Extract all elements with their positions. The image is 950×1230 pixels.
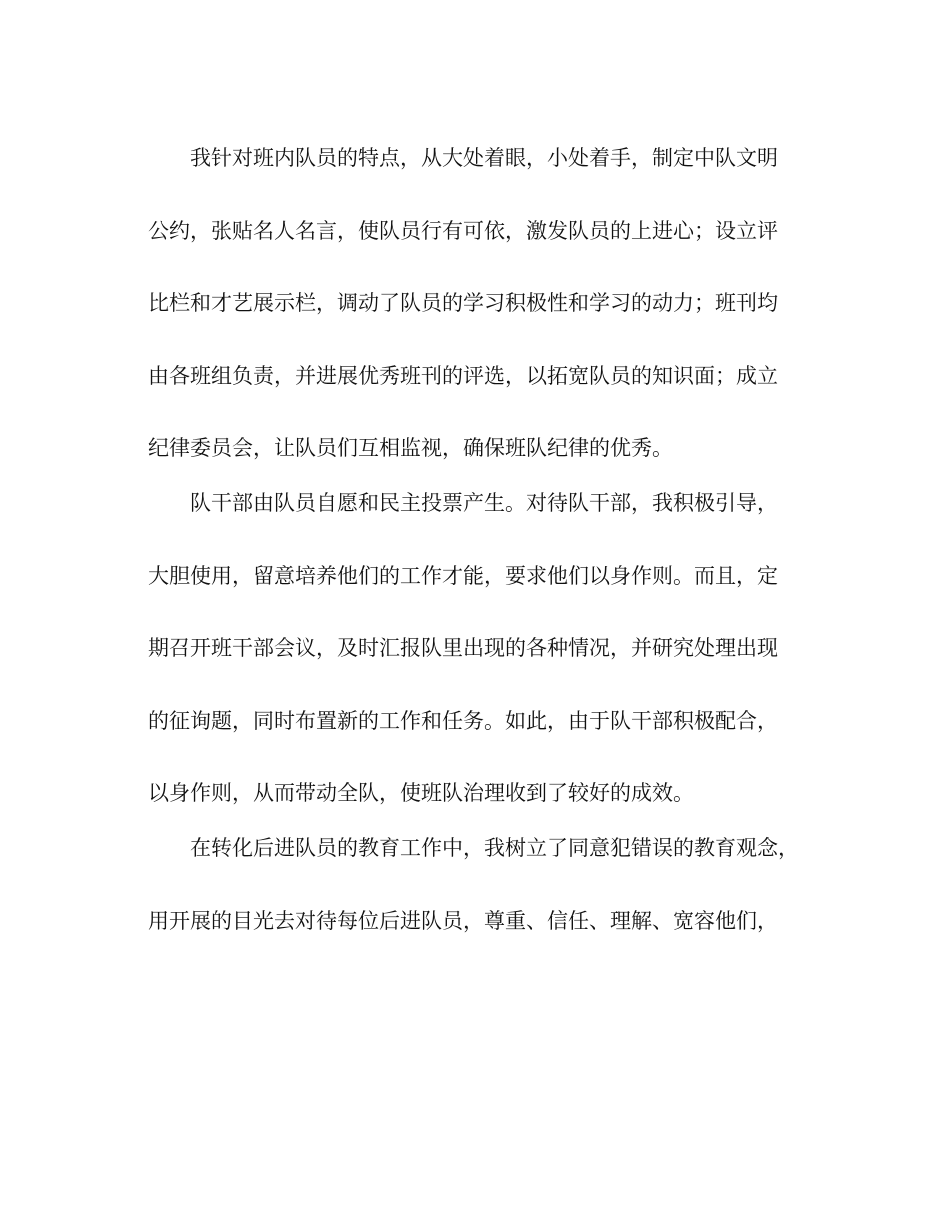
paragraph-2-line-4: 的征询题，同时布置新的工作和任务。如此，由于队干部积极配合， [148,708,778,733]
paragraph-2-line-3: 期召开班干部会议，及时汇报队里出现的各种情况，并研究处理出现 [148,636,778,660]
paragraph-2-line-2: 大胆使用，留意培养他们的工作才能，要求他们以身作则。而且，定 [148,563,778,588]
paragraph-1-line-5: 纪律委员会，让队员们互相监视，确保班队纪律的优秀。 [148,436,673,460]
paragraph-3-line-2: 用开展的目光去对待每位后进队员，尊重、信任、理解、宽容他们， [148,908,778,933]
paragraph-3-line-1: 在转化后进队员的教育工作中，我树立了同意犯错误的教育观念， [190,836,799,860]
document-body [148,136,818,971]
paragraph-1-line-3: 比栏和才艺展示栏，调动了队员的学习积极性和学习的动力；班刊均 [148,291,778,315]
paragraph-1-line-1: 我针对班内队员的特点，从大处着眼，小处着手，制定中队文明 [190,146,778,170]
paragraph-2-line-1: 队干部由队员自愿和民主投票产生。对待队干部，我积极引导， [190,491,778,515]
paragraph-1-line-2: 公约，张贴名人名言，使队员行有可依，激发队员的上进心；设立评 [148,218,778,243]
paragraph-2-line-5: 以身作则，从而带动全队，使班队治理收到了较好的成效。 [148,781,694,805]
paragraph-1-line-4: 由各班组负责，并进展优秀班刊的评选，以拓宽队员的知识面；成立 [148,363,778,388]
